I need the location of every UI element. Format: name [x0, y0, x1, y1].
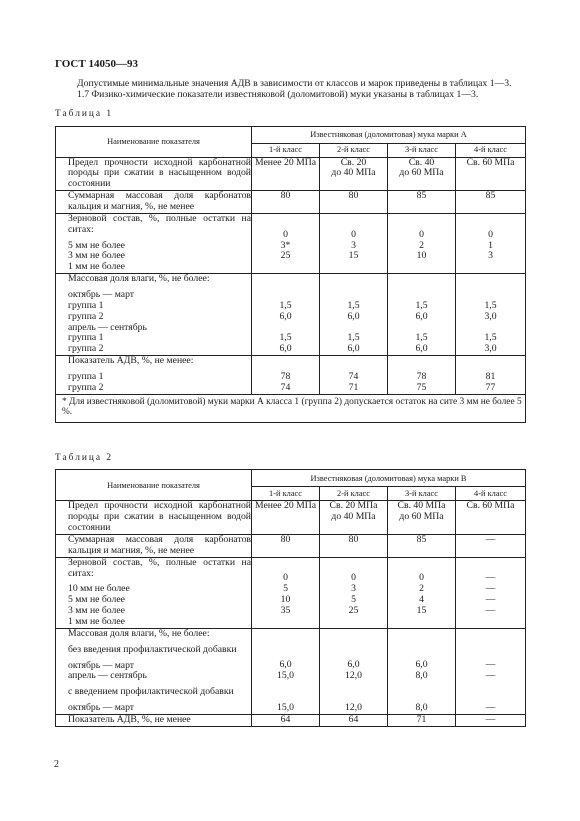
value-cell [388, 534, 456, 557]
value-cell [456, 356, 526, 395]
cell-value: 12,0 [345, 670, 362, 682]
table-1-caption: Таблица 1 [55, 109, 114, 120]
class-1-header: 1-й класс [252, 487, 320, 501]
table-2-caption: Таблица 2 [55, 452, 114, 463]
cell-value [320, 687, 387, 698]
cell-value: 5 [283, 583, 288, 595]
cell-value: 1,5 [415, 299, 428, 311]
cell-value: 15,0 [277, 670, 294, 682]
value-cell [252, 274, 320, 356]
cell-value: Св. 60 МПа [466, 156, 515, 168]
cell-value: 6,0 [279, 659, 292, 671]
cell-value: — [485, 583, 496, 595]
cell-spacer [320, 629, 387, 640]
cell-value: Св. 20 [340, 156, 367, 168]
cell-value: 80 [280, 190, 291, 202]
cell-value: 85 [416, 533, 427, 545]
value-cell [388, 157, 456, 191]
cell-value: 6,0 [279, 343, 292, 355]
cell-value: 75 [416, 381, 427, 393]
class-3-header: 3-й класс [388, 487, 456, 501]
column-group-header: Известняковая (доломитовая) мука марки В [252, 470, 526, 487]
cell-value: 6,0 [347, 659, 360, 671]
table-row [56, 274, 526, 356]
cell-value [456, 687, 525, 698]
indicator-name-line: группа 2 [68, 381, 104, 393]
indicator-name-line: Зерновой состав, %, полные остатки на ситах: [68, 212, 251, 235]
table-row [56, 714, 526, 726]
indicator-name-cell [56, 534, 252, 557]
cell-value: 71 [416, 713, 427, 725]
value-cell [252, 628, 320, 714]
table-row [56, 157, 526, 191]
cell-value: — [485, 533, 496, 545]
value-cell [252, 213, 320, 273]
indicator-name-line: Предел прочности исходной карбонатной породы при сжатии в насыщенном водой состоянии [68, 500, 251, 534]
indicator-name-line: 10 мм не более [68, 583, 130, 595]
table-2 [55, 469, 526, 726]
indicator-name-cell [56, 191, 252, 214]
cell-spacer [252, 214, 319, 225]
cell-value: 0 [488, 228, 493, 240]
indicator-name-line: 1 мм не более [68, 615, 125, 627]
cell-spacer [388, 356, 455, 367]
column-header-name: Наименование показателя [56, 126, 252, 157]
cell-spacer [388, 214, 455, 225]
value-cell [252, 356, 320, 395]
indicator-name-line: Предел прочности исходной карбонатной породы при сжатии в насыщенном водой состоянии [68, 156, 251, 190]
value-cell [320, 628, 388, 714]
cell-value: 0 [283, 228, 288, 240]
cell-spacer [456, 629, 525, 640]
document-header: ГОСТ 14050—93 [55, 58, 138, 70]
indicator-name-line: Показатель АДВ, %, не менее: [68, 355, 194, 367]
cell-value: 6,0 [347, 343, 360, 355]
cell-value: Св. 40 [408, 156, 435, 168]
cell-spacer [388, 645, 455, 656]
cell-value: 3 [351, 239, 356, 251]
cell-value: 6,0 [347, 310, 360, 322]
table-row [56, 501, 526, 535]
indicator-name-line: Массовая доля влаги, %, не более: [68, 627, 210, 639]
cell-value: 8,0 [415, 701, 428, 713]
cell-value: 1,5 [279, 332, 292, 344]
cell-value: 8,0 [415, 670, 428, 682]
cell-value: — [485, 659, 496, 671]
indicator-name-line: группа 1 [68, 371, 104, 383]
cell-value: 12,0 [345, 701, 362, 713]
cell-value: 64 [348, 713, 359, 725]
page-number: 2 [54, 759, 59, 770]
value-cell [320, 714, 388, 726]
table-1 [55, 126, 526, 423]
cell-value: 1,5 [484, 332, 497, 344]
cell-value: 3* [280, 239, 291, 251]
cell-value: до 40 МПа [331, 167, 376, 179]
value-cell [320, 534, 388, 557]
cell-value: Менее 20 МПа [254, 500, 316, 512]
class-3-header: 3-й класс [388, 143, 456, 157]
table-footnote: * Для известняковой (доломитовой) муки марки А класса 1 (группа 2) допускается остаток на сите 3 мм не более 5 %. [56, 394, 526, 422]
cell-value: 1,5 [415, 332, 428, 344]
cell-value: 6,0 [415, 310, 428, 322]
cell-value: 1 [488, 239, 493, 251]
cell-value: Св. 40 МПа [397, 500, 446, 512]
indicator-name-line: 5 мм не более [68, 594, 125, 606]
cell-value: 2 [419, 239, 424, 251]
indicator-name-line: без введения профилактической добавки [68, 643, 237, 655]
value-cell [320, 213, 388, 273]
cell-value: 3 [488, 250, 493, 262]
cell-value: 0 [419, 228, 424, 240]
value-cell [320, 356, 388, 395]
indicator-name-line: Суммарная массовая доля карбонатов кальция и магния, %, не менее [68, 190, 251, 212]
cell-value: 25 [280, 250, 291, 262]
value-cell [388, 501, 456, 535]
indicator-name-cell [56, 628, 252, 714]
cell-spacer [456, 214, 525, 225]
cell-value: 74 [348, 370, 359, 382]
cell-value: 15,0 [277, 701, 294, 713]
cell-spacer [252, 645, 319, 656]
indicator-name-line: с введением профилактической добавки [68, 686, 234, 698]
indicator-name-line: группа 2 [68, 343, 104, 355]
cell-value: 2 [419, 583, 424, 595]
intro-paragraph-1: Допустимые минимальные значения АДВ в зависимости от классов и марок приведены в таблицах 1—3. [77, 78, 512, 90]
cell-spacer [388, 558, 455, 569]
cell-value: 0 [351, 228, 356, 240]
table-row [56, 394, 526, 422]
value-cell [456, 157, 526, 191]
cell-value: 3 [351, 583, 356, 595]
value-cell [456, 714, 526, 726]
indicator-name-line: Массовая доля влаги, %, не более: [68, 273, 210, 285]
value-cell [456, 501, 526, 535]
value-cell [252, 714, 320, 726]
value-cell [320, 191, 388, 214]
indicator-name-line: Суммарная массовая доля карбонатов кальция и магния, %, не менее [68, 533, 251, 556]
cell-value: 71 [348, 381, 359, 393]
cell-value: 1,5 [484, 299, 497, 311]
indicator-name-line: 3 мм не более [68, 605, 125, 617]
indicator-name-cell [56, 557, 252, 628]
cell-value: 77 [485, 381, 496, 393]
class-4-header: 4-й класс [456, 487, 526, 501]
cell-spacer [252, 558, 319, 569]
value-cell [456, 534, 526, 557]
cell-value: 0 [419, 572, 424, 584]
cell-spacer [388, 629, 455, 640]
indicator-name-line: апрель — сентябрь [68, 670, 147, 682]
table-row [56, 557, 526, 628]
cell-spacer [320, 558, 387, 569]
cell-value: 10 [280, 594, 291, 606]
indicator-name-cell [56, 213, 252, 273]
cell-value: — [485, 670, 496, 682]
indicator-name-line: апрель — сентябрь [68, 321, 147, 333]
indicator-name-cell [56, 356, 252, 395]
indicator-name-line: группа 2 [68, 310, 104, 322]
indicator-name-cell [56, 157, 252, 191]
value-cell [252, 191, 320, 214]
column-header-name: Наименование показателя [56, 470, 252, 501]
cell-value: 85 [485, 190, 496, 202]
value-cell [320, 501, 388, 535]
indicator-name-line: октябрь — март [68, 289, 135, 301]
cell-value: 6,0 [415, 659, 428, 671]
value-cell [388, 191, 456, 214]
cell-value: 78 [280, 370, 291, 382]
value-cell [252, 501, 320, 535]
indicator-name-cell [56, 501, 252, 535]
cell-spacer [320, 214, 387, 225]
value-cell [456, 213, 526, 273]
cell-value: 10 [416, 250, 427, 262]
cell-value: 3,0 [484, 343, 497, 355]
indicator-name-line: 5 мм не более [68, 239, 125, 251]
table-row [56, 356, 526, 395]
cell-value: — [485, 594, 496, 606]
cell-value: 15 [416, 605, 427, 617]
cell-value: Св. 20 МПа [329, 500, 378, 512]
indicator-name-line: Зерновой состав, %, полные остатки на ситах: [68, 556, 251, 579]
cell-value: до 40 МПа [331, 511, 376, 523]
cell-value: Св. 60 МПа [466, 500, 515, 512]
cell-value: 74 [280, 381, 291, 393]
cell-spacer [252, 274, 319, 285]
cell-value: 0 [283, 572, 288, 584]
value-cell [252, 557, 320, 628]
indicator-name-line: группа 1 [68, 332, 104, 344]
cell-spacer [320, 274, 387, 285]
value-cell [388, 213, 456, 273]
value-cell [456, 274, 526, 356]
cell-spacer [456, 356, 525, 367]
cell-value [252, 687, 319, 698]
class-4-header: 4-й класс [456, 143, 526, 157]
cell-value: 15 [348, 250, 359, 262]
indicator-name-line: октябрь — март [68, 702, 135, 714]
cell-value: 85 [416, 190, 427, 202]
cell-spacer [320, 645, 387, 656]
cell-value: 4 [419, 594, 424, 606]
table-row [56, 191, 526, 214]
cell-value: 81 [485, 370, 496, 382]
cell-value: 1,5 [347, 299, 360, 311]
indicator-name-line: группа 1 [68, 299, 104, 311]
class-2-header: 2-й класс [320, 143, 388, 157]
cell-spacer [388, 274, 455, 285]
column-group-header: Известняковая (доломитовая) мука марки А [252, 126, 526, 143]
value-cell [456, 557, 526, 628]
cell-value: 3,0 [484, 310, 497, 322]
cell-spacer [456, 558, 525, 569]
table-row [56, 213, 526, 273]
indicator-name-line: 1 мм не более [68, 261, 125, 273]
cell-value: 78 [416, 370, 427, 382]
cell-value: 1,5 [347, 332, 360, 344]
value-cell [320, 274, 388, 356]
cell-spacer [252, 629, 319, 640]
cell-value: 6,0 [279, 310, 292, 322]
table-row [56, 534, 526, 557]
cell-value: — [485, 701, 496, 713]
cell-value: 35 [280, 605, 291, 617]
cell-value: 1,5 [279, 299, 292, 311]
cell-spacer [456, 645, 525, 656]
document-page [55, 58, 525, 727]
cell-value: — [485, 572, 496, 584]
cell-value: до 60 МПа [399, 167, 444, 179]
cell-value [388, 687, 455, 698]
cell-value: 64 [280, 713, 291, 725]
value-cell [388, 274, 456, 356]
cell-value: 25 [348, 605, 359, 617]
indicator-name-line: 3 мм не более [68, 250, 125, 262]
indicator-name-cell [56, 274, 252, 356]
cell-value: 80 [280, 533, 291, 545]
value-cell [456, 191, 526, 214]
indicator-name-cell [56, 714, 252, 726]
cell-spacer [252, 356, 319, 367]
cell-value: — [485, 605, 496, 617]
table-2-body [56, 501, 526, 726]
cell-spacer [320, 356, 387, 367]
cell-value: 5 [351, 594, 356, 606]
value-cell [388, 557, 456, 628]
cell-value: — [485, 713, 496, 725]
value-cell [388, 356, 456, 395]
class-1-header: 1-й класс [252, 143, 320, 157]
intro-paragraph-2: 1.7 Физико-химические показатели известняковой (доломитовой) муки указаны в таблицах 1—3. [77, 89, 479, 101]
cell-value: 80 [348, 533, 359, 545]
cell-value: 0 [351, 572, 356, 584]
indicator-name-line: октябрь — март [68, 659, 135, 671]
indicator-name-line: Показатель АДВ, %, не менее [68, 713, 191, 725]
cell-value: 6,0 [415, 343, 428, 355]
value-cell [320, 557, 388, 628]
cell-value: Менее 20 МПа [254, 156, 316, 168]
table-1-body [56, 157, 526, 422]
table-row [56, 628, 526, 714]
value-cell [388, 714, 456, 726]
value-cell [252, 157, 320, 191]
cell-value: до 60 МПа [399, 511, 444, 523]
value-cell [456, 628, 526, 714]
cell-value: 80 [348, 190, 359, 202]
cell-spacer [456, 274, 525, 285]
value-cell [320, 157, 388, 191]
class-2-header: 2-й класс [320, 487, 388, 501]
value-cell [388, 628, 456, 714]
value-cell [252, 534, 320, 557]
